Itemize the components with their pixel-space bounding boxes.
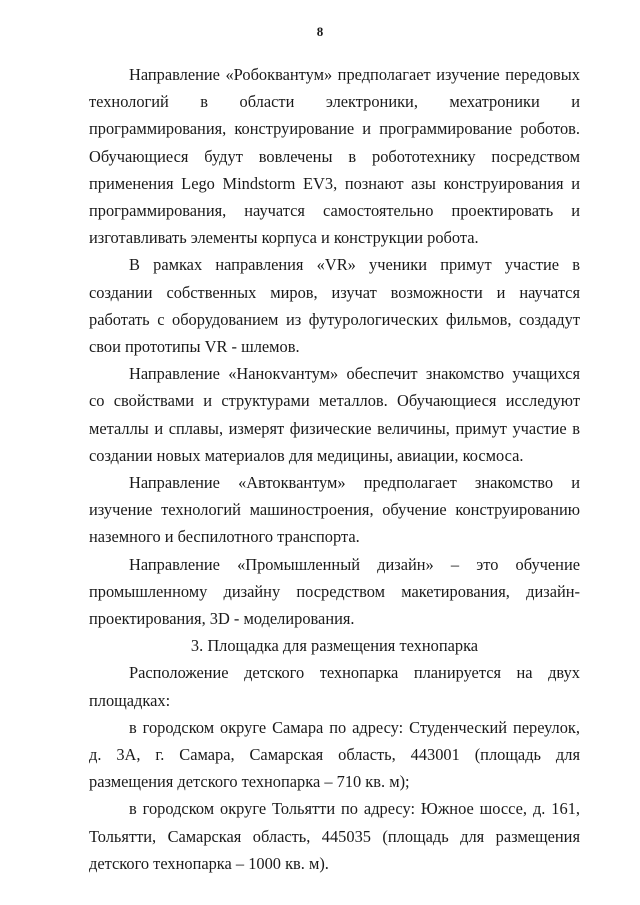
section-heading: 3. Площадка для размещения технопарка (190, 636, 479, 656)
document-body (89, 61, 580, 877)
paragraph-site-togliatti: в городском округе Тольятти по адресу: Южное шоссе, д. 161, Тольятти, Самарская область, 445035 (площадь для размещения детского технопарка – 1000 кв. м). (89, 799, 580, 873)
page-number: 8 (316, 24, 324, 39)
paragraph-site-samara: в городском округе Самара по адресу: Студенческий переулок, д. 3А, г. Самара, Самарская область, 443001 (площадь для размещения детского технопарка – 710 кв. м); (89, 717, 580, 792)
paragraph-robokvantum: Направление «Робоквантум» предполагает изучение передовых технологий в области электроники, мехатроники и программирования, конструирование и программирование роботов. Обучающиеся будут вовлечены в робототехнику посредством применения Lego Mindstorm EV3, познают азы конструирования и программирования, научатся самостоятельно проектировать и изготавливать элементы корпуса и конструкции робота. (89, 65, 580, 248)
paragraph-industrial-design: Направление «Промышленный дизайн» – это обучение промышленному дизайну посредством макетирования, дизайн-проектирования, 3D - моделирования. (89, 554, 580, 629)
paragraph-location-intro: Расположение детского технопарка планируется на двух площадках: (89, 663, 580, 710)
paragraph-vr: В рамках направления «VR» ученики примут участие в создании собственных миров, изучат возможности и научатся работать с оборудованием из футурологических фильмов, создадут свои прототипы VR - шлемов. (89, 255, 580, 357)
paragraph-nanokvantum: Направление «Нанокvантум» обеспечит знакомство учащихся со свойствами и структурами металлов. Обучающиеся исследуют металлы и сплавы, измерят физические величины, примут участие в создании новых материалов для медицины, авиации, космоса. (89, 364, 580, 465)
paragraph-avtokvantum: Направление «Автоквантум» предполагает знакомство и изучение технологий машиностроения, обучение конструированию наземного и беспилотного транспорта. (89, 473, 580, 547)
